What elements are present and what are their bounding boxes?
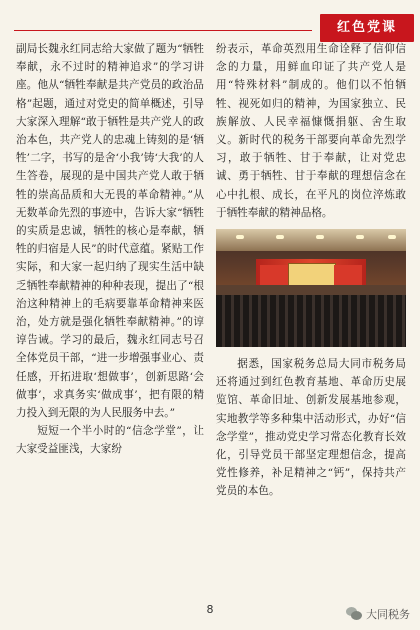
left-paragraph-2-text: 短短一个半小时的“信念学堂”，让大家受益匪浅，大家纷 [16,425,204,456]
wechat-icon [346,607,362,621]
photo-side-screen-right [334,265,362,287]
ceiling-light-icon [236,235,244,239]
ceiling-light-icon [316,235,324,239]
left-paragraph-1: 副局长魏永红同志给大家做了题为“牺牲奉献，永不过时的精神追求”的学习讲座。他从“牺牲奉献是共产党员的政治品格”起题，通过对党史的简单概述，引导大家深入理解“敢于牺牲是共产党人的政治本色，共产党人的忠魂上铸刻的是‘牺牲’二字，书写的是舍‘小我’铸‘大我’的人生答卷，展现的是中国共产党人敢于牺牲的崇高品质和大无畏的革命精神。”从无数革命先烈的事迹中，告诉大家“牺牲的实质是忠诚，牺牲的核心是奉献，牺牲的归宿是人民”的时代意蕴。紧贴工作实际，和大家一起归纳了现实生活中缺乏牺牲奉献精神的种种表现，提出了“根治这种精神上的毛病要靠革命精神来医治，处方就是强化牺牲奉献精神。”的谆谆告诫。学习的最后，魏永红同志号召全体党员干部，“进一步增强事业心、责任感，开拓进取‘想做事’，创新思路‘会做事’，求真务实‘做成事’，把有限的精力投入到无限的为人民服务中去。” [16,43,204,420]
column-title-banner: 红色党课 [320,14,414,42]
watermark-label: 大同税务 [366,608,410,621]
wechat-watermark [346,606,410,622]
photo-side-screen-left [260,265,288,287]
photo-ceiling [216,229,406,251]
ceiling-light-icon [276,235,284,239]
header-rule [14,30,312,31]
ceiling-light-icon [356,235,364,239]
left-column [16,40,204,459]
page-number: 8 [206,603,214,616]
photo-floor [216,285,406,295]
right-paragraph-2: 据悉，国家税务总局大同市税务局还将通过到红色教育基地、革命历史展览馆、革命旧址、创新发展基地参观，实地教学等多种集中活动形式，办好“信念学堂”，推动党史学习常态化教育长效化，引导党员干部坚定理想信念，提高党性修养，补足精神之“钙”，保持共产党员的本色。 [216,358,406,498]
meeting-hall-photo [216,229,406,347]
left-paragraph-2 [16,422,204,458]
ceiling-light-icon [388,235,396,239]
photo-audience [216,295,406,347]
right-paragraph-1: 纷表示，革命英烈用生命诠释了信仰信念的力量，用鲜血印证了共产党人是用“特殊材料”制成的。他们以不怕牺牲、视死如归的精神，为国家独立、民族解放、人民幸福慷慨捐躯、舍生取义。新时代的税务干部要向革命先烈学习，敢于牺牲、甘于奉献，让对党忠诚、勇于牺牲、甘于奉献的理想信念在心中扎根、成长，在平凡的岗位淬炼敢于牺牲奉献的精神品格。 [216,43,406,219]
right-column [216,40,406,501]
